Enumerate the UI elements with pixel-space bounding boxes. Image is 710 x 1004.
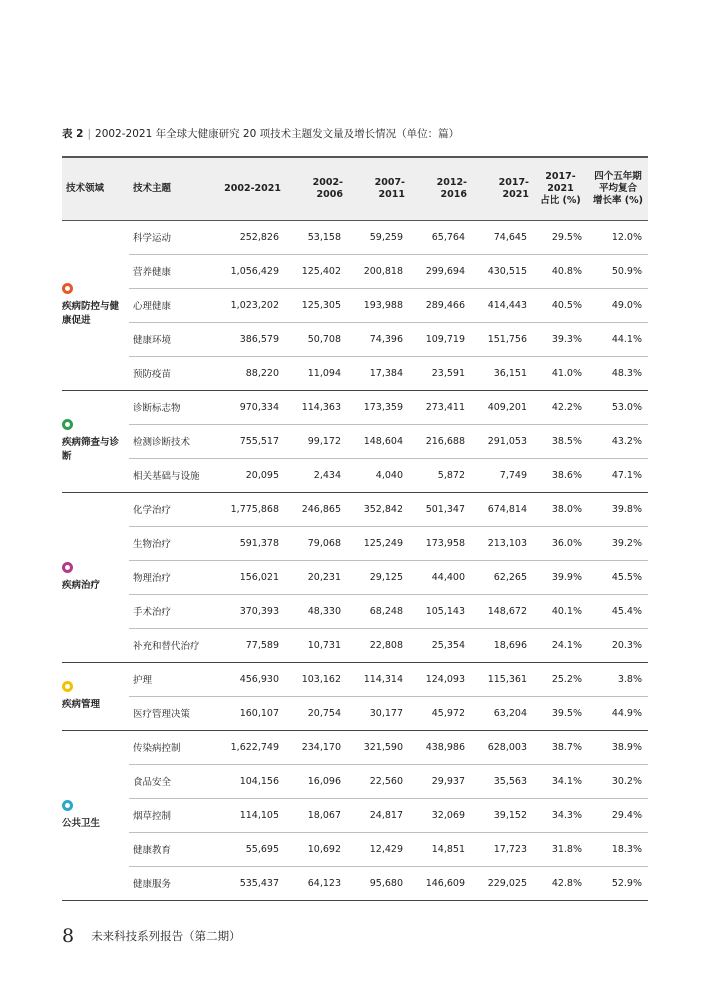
topic-cell: 相关基础与设施	[129, 458, 220, 492]
value-cell-share: 40.8%	[533, 254, 588, 288]
value-cell-2017-2021: 409,201	[471, 390, 533, 424]
value-cell-2002-2021: 386,579	[220, 322, 285, 356]
value-cell-2017-2021: 151,756	[471, 322, 533, 356]
value-cell-2007-2011: 17,384	[347, 356, 409, 390]
topic-cell: 物理治疗	[129, 560, 220, 594]
value-cell-2012-2016: 65,764	[409, 220, 471, 254]
header-row	[62, 157, 648, 220]
topic-cell: 科学运动	[129, 220, 220, 254]
value-cell-2012-2016: 29,937	[409, 764, 471, 798]
value-cell-2007-2011: 352,842	[347, 492, 409, 526]
header-2012-2016: 2012-2016	[409, 157, 471, 220]
data-table	[62, 156, 648, 901]
value-cell-2002-2006: 114,363	[285, 390, 347, 424]
value-cell-2012-2016: 124,093	[409, 662, 471, 696]
value-cell-share: 24.1%	[533, 628, 588, 662]
value-cell-2017-2021: 18,696	[471, 628, 533, 662]
value-cell-share: 36.0%	[533, 526, 588, 560]
table-row	[62, 526, 648, 560]
value-cell-2012-2016: 501,347	[409, 492, 471, 526]
value-cell-cagr: 12.0%	[588, 220, 648, 254]
value-cell-2002-2021: 370,393	[220, 594, 285, 628]
value-cell-2012-2016: 289,466	[409, 288, 471, 322]
value-cell-share: 39.9%	[533, 560, 588, 594]
value-cell-2002-2021: 252,826	[220, 220, 285, 254]
value-cell-2002-2021: 77,589	[220, 628, 285, 662]
value-cell-2002-2006: 16,096	[285, 764, 347, 798]
value-cell-cagr: 39.2%	[588, 526, 648, 560]
table-label: 表 2	[62, 128, 84, 140]
header-share	[533, 157, 588, 220]
header-2007-2011: 2007-2011	[347, 157, 409, 220]
people-icon	[62, 800, 73, 811]
table-row	[62, 220, 648, 254]
value-cell-cagr: 45.4%	[588, 594, 648, 628]
value-cell-share: 40.1%	[533, 594, 588, 628]
value-cell-2017-2021: 674,814	[471, 492, 533, 526]
value-cell-2007-2011: 193,988	[347, 288, 409, 322]
topic-cell: 预防疫苗	[129, 356, 220, 390]
topic-cell: 生物治疗	[129, 526, 220, 560]
value-cell-2007-2011: 68,248	[347, 594, 409, 628]
value-cell-2007-2011: 148,604	[347, 424, 409, 458]
topic-cell: 心理健康	[129, 288, 220, 322]
value-cell-2007-2011: 30,177	[347, 696, 409, 730]
caption-separator: |	[87, 128, 92, 140]
table-row	[62, 832, 648, 866]
domain-cell	[62, 730, 129, 900]
header-cagr-line2: 平均复合	[598, 182, 637, 194]
value-cell-2007-2011: 22,560	[347, 764, 409, 798]
value-cell-2012-2016: 146,609	[409, 866, 471, 900]
value-cell-share: 25.2%	[533, 662, 588, 696]
table-row	[62, 458, 648, 492]
value-cell-2007-2011: 74,396	[347, 322, 409, 356]
value-cell-2002-2006: 10,731	[285, 628, 347, 662]
value-cell-2002-2021: 535,437	[220, 866, 285, 900]
value-cell-2007-2011: 29,125	[347, 560, 409, 594]
shield-icon	[62, 283, 73, 294]
domain-cell	[62, 492, 129, 662]
value-cell-2017-2021: 213,103	[471, 526, 533, 560]
value-cell-cagr: 45.5%	[588, 560, 648, 594]
table-row	[62, 356, 648, 390]
value-cell-cagr: 39.8%	[588, 492, 648, 526]
value-cell-2007-2011: 321,590	[347, 730, 409, 764]
topic-cell: 护理	[129, 662, 220, 696]
domain-cell	[62, 390, 129, 492]
value-cell-2007-2011: 95,680	[347, 866, 409, 900]
table-row	[62, 594, 648, 628]
value-cell-2007-2011: 125,249	[347, 526, 409, 560]
topic-cell: 传染病控制	[129, 730, 220, 764]
value-cell-2002-2006: 53,158	[285, 220, 347, 254]
value-cell-2002-2006: 125,402	[285, 254, 347, 288]
topic-cell: 健康环境	[129, 322, 220, 356]
topic-cell: 化学治疗	[129, 492, 220, 526]
value-cell-share: 34.1%	[533, 764, 588, 798]
topic-cell: 检测诊断技术	[129, 424, 220, 458]
value-cell-2007-2011: 59,259	[347, 220, 409, 254]
value-cell-share: 42.2%	[533, 390, 588, 424]
value-cell-2002-2006: 20,231	[285, 560, 347, 594]
value-cell-2002-2006: 99,172	[285, 424, 347, 458]
table-row	[62, 390, 648, 424]
table-body	[62, 220, 648, 900]
value-cell-2002-2021: 1,775,868	[220, 492, 285, 526]
domain-name: 疾病防控与健康促进	[62, 300, 120, 326]
value-cell-2002-2021: 1,622,749	[220, 730, 285, 764]
value-cell-2007-2011: 200,818	[347, 254, 409, 288]
value-cell-2002-2021: 591,378	[220, 526, 285, 560]
topic-cell: 医疗管理决策	[129, 696, 220, 730]
value-cell-2002-2006: 64,123	[285, 866, 347, 900]
value-cell-2002-2006: 2,434	[285, 458, 347, 492]
value-cell-2007-2011: 173,359	[347, 390, 409, 424]
header-cagr-line1: 四个五年期	[594, 170, 642, 182]
value-cell-2002-2021: 156,021	[220, 560, 285, 594]
value-cell-2017-2021: 74,645	[471, 220, 533, 254]
value-cell-2017-2021: 628,003	[471, 730, 533, 764]
value-cell-2012-2016: 32,069	[409, 798, 471, 832]
topic-cell: 营养健康	[129, 254, 220, 288]
table-row	[62, 866, 648, 900]
target-icon	[62, 562, 73, 573]
value-cell-2017-2021: 7,749	[471, 458, 533, 492]
value-cell-cagr: 18.3%	[588, 832, 648, 866]
table-row	[62, 662, 648, 696]
value-cell-2002-2006: 48,330	[285, 594, 347, 628]
header-cagr-line3: 增长率 (%)	[592, 194, 643, 206]
table-row	[62, 322, 648, 356]
topic-cell: 烟草控制	[129, 798, 220, 832]
header-domain: 技术领域	[62, 157, 129, 220]
value-cell-2002-2006: 246,865	[285, 492, 347, 526]
value-cell-2002-2006: 103,162	[285, 662, 347, 696]
value-cell-2002-2021: 20,095	[220, 458, 285, 492]
value-cell-share: 38.6%	[533, 458, 588, 492]
value-cell-2012-2016: 14,851	[409, 832, 471, 866]
table-row	[62, 764, 648, 798]
header-2017-2021: 2017-2021	[471, 157, 533, 220]
value-cell-2002-2006: 234,170	[285, 730, 347, 764]
value-cell-2012-2016: 109,719	[409, 322, 471, 356]
value-cell-2007-2011: 114,314	[347, 662, 409, 696]
value-cell-2007-2011: 12,429	[347, 832, 409, 866]
funnel-icon	[62, 419, 73, 430]
value-cell-share: 34.3%	[533, 798, 588, 832]
value-cell-2002-2021: 1,023,202	[220, 288, 285, 322]
value-cell-2002-2021: 1,056,429	[220, 254, 285, 288]
table-row	[62, 628, 648, 662]
value-cell-share: 31.8%	[533, 832, 588, 866]
value-cell-2017-2021: 62,265	[471, 560, 533, 594]
value-cell-2002-2006: 10,692	[285, 832, 347, 866]
header-topic: 技术主题	[129, 157, 220, 220]
domain-name: 疾病管理	[62, 698, 101, 710]
value-cell-2002-2006: 20,754	[285, 696, 347, 730]
value-cell-2002-2021: 114,105	[220, 798, 285, 832]
value-cell-2017-2021: 36,151	[471, 356, 533, 390]
value-cell-2002-2021: 104,156	[220, 764, 285, 798]
value-cell-cagr: 29.4%	[588, 798, 648, 832]
value-cell-cagr: 53.0%	[588, 390, 648, 424]
value-cell-2002-2021: 970,334	[220, 390, 285, 424]
value-cell-cagr: 49.0%	[588, 288, 648, 322]
header-share-line1: 2017-2021	[545, 170, 576, 194]
value-cell-2002-2021: 88,220	[220, 356, 285, 390]
topic-cell: 健康服务	[129, 866, 220, 900]
value-cell-cagr: 43.2%	[588, 424, 648, 458]
value-cell-2017-2021: 414,443	[471, 288, 533, 322]
value-cell-cagr: 52.9%	[588, 866, 648, 900]
domain-name: 疾病治疗	[62, 579, 101, 591]
table-row	[62, 288, 648, 322]
caption-text: 2002-2021 年全球大健康研究 20 项技术主题发文量及增长情况（单位：篇）	[95, 128, 460, 140]
table-caption	[62, 126, 459, 141]
table-row	[62, 560, 648, 594]
table-row	[62, 730, 648, 764]
table-row	[62, 424, 648, 458]
value-cell-2002-2021: 755,517	[220, 424, 285, 458]
value-cell-2002-2006: 125,305	[285, 288, 347, 322]
topic-cell: 健康教育	[129, 832, 220, 866]
value-cell-share: 42.8%	[533, 866, 588, 900]
table-row	[62, 492, 648, 526]
value-cell-cagr: 3.8%	[588, 662, 648, 696]
value-cell-2012-2016: 216,688	[409, 424, 471, 458]
value-cell-2017-2021: 63,204	[471, 696, 533, 730]
value-cell-2012-2016: 5,872	[409, 458, 471, 492]
value-cell-2017-2021: 35,563	[471, 764, 533, 798]
value-cell-2012-2016: 45,972	[409, 696, 471, 730]
value-cell-2017-2021: 115,361	[471, 662, 533, 696]
value-cell-cagr: 44.1%	[588, 322, 648, 356]
page-footer	[62, 925, 241, 947]
value-cell-2017-2021: 39,152	[471, 798, 533, 832]
domain-cell	[62, 662, 129, 730]
domain-cell	[62, 220, 129, 390]
value-cell-share: 38.7%	[533, 730, 588, 764]
value-cell-2017-2021: 17,723	[471, 832, 533, 866]
value-cell-2012-2016: 23,591	[409, 356, 471, 390]
value-cell-cagr: 30.2%	[588, 764, 648, 798]
value-cell-cagr: 20.3%	[588, 628, 648, 662]
value-cell-share: 39.3%	[533, 322, 588, 356]
table-row	[62, 798, 648, 832]
value-cell-2007-2011: 24,817	[347, 798, 409, 832]
value-cell-cagr: 44.9%	[588, 696, 648, 730]
page-number: 8	[62, 925, 75, 947]
header-2002-2006: 2002-2006	[285, 157, 347, 220]
smile-icon	[62, 681, 73, 692]
value-cell-2012-2016: 25,354	[409, 628, 471, 662]
value-cell-2012-2016: 173,958	[409, 526, 471, 560]
value-cell-share: 39.5%	[533, 696, 588, 730]
topic-cell: 手术治疗	[129, 594, 220, 628]
value-cell-2012-2016: 299,694	[409, 254, 471, 288]
table-row	[62, 254, 648, 288]
report-title: 未来科技系列报告（第二期）	[91, 929, 241, 943]
value-cell-2007-2011: 22,808	[347, 628, 409, 662]
header-cagr	[588, 157, 648, 220]
value-cell-share: 29.5%	[533, 220, 588, 254]
value-cell-cagr: 48.3%	[588, 356, 648, 390]
value-cell-cagr: 50.9%	[588, 254, 648, 288]
value-cell-2002-2006: 11,094	[285, 356, 347, 390]
value-cell-2017-2021: 430,515	[471, 254, 533, 288]
value-cell-2012-2016: 44,400	[409, 560, 471, 594]
value-cell-2012-2016: 438,986	[409, 730, 471, 764]
domain-name: 公共卫生	[62, 817, 101, 829]
value-cell-cagr: 38.9%	[588, 730, 648, 764]
topic-cell: 诊断标志物	[129, 390, 220, 424]
value-cell-share: 38.5%	[533, 424, 588, 458]
value-cell-2012-2016: 105,143	[409, 594, 471, 628]
domain-name: 疾病筛查与诊断	[62, 436, 120, 462]
value-cell-2002-2006: 79,068	[285, 526, 347, 560]
value-cell-share: 38.0%	[533, 492, 588, 526]
value-cell-2002-2021: 160,107	[220, 696, 285, 730]
table-row	[62, 696, 648, 730]
value-cell-2002-2006: 50,708	[285, 322, 347, 356]
value-cell-2017-2021: 148,672	[471, 594, 533, 628]
topic-cell: 食品安全	[129, 764, 220, 798]
topic-cell: 补充和替代治疗	[129, 628, 220, 662]
value-cell-2017-2021: 291,053	[471, 424, 533, 458]
value-cell-share: 40.5%	[533, 288, 588, 322]
value-cell-2002-2021: 456,930	[220, 662, 285, 696]
value-cell-cagr: 47.1%	[588, 458, 648, 492]
header-share-line2: 占比 (%)	[540, 194, 581, 206]
value-cell-2007-2011: 4,040	[347, 458, 409, 492]
value-cell-share: 41.0%	[533, 356, 588, 390]
header-2002-2021: 2002-2021	[220, 157, 285, 220]
value-cell-2002-2006: 18,067	[285, 798, 347, 832]
value-cell-2012-2016: 273,411	[409, 390, 471, 424]
value-cell-2017-2021: 229,025	[471, 866, 533, 900]
value-cell-2002-2021: 55,695	[220, 832, 285, 866]
